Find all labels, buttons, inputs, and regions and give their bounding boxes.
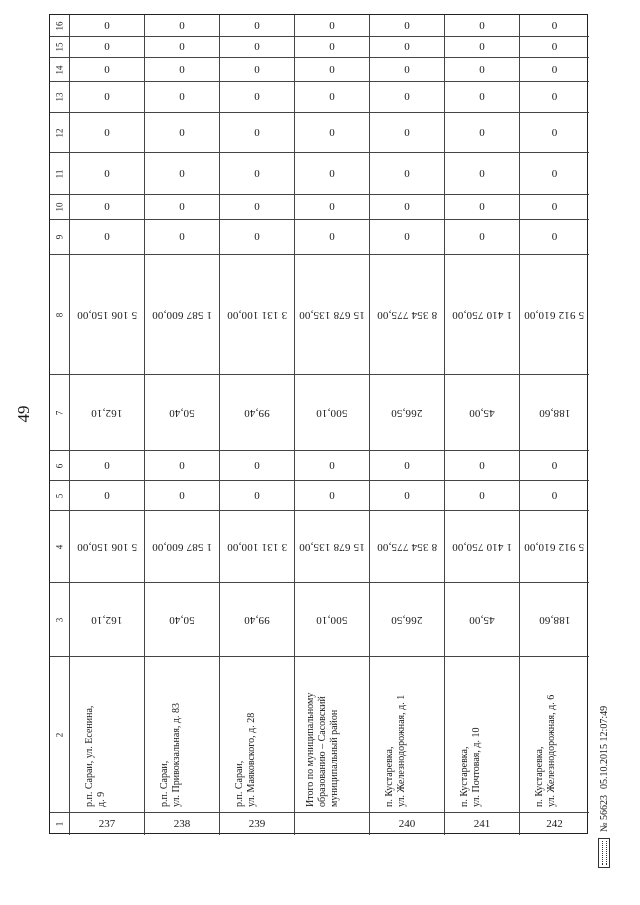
table-cell-col-7 [294,374,369,450]
table-cell-col-1 [294,812,369,835]
table-cell-col-14 [369,57,444,81]
address-line: п. Кустаревка, [459,746,470,807]
table-cell-col-9 [219,219,294,254]
table-cell-col-10 [144,194,219,219]
table-cell-col-4 [369,510,444,582]
table-cell-col-4 [219,510,294,582]
value-9: 0 [479,231,485,243]
table-cell-col-12 [219,112,294,152]
value-6: 0 [329,459,335,472]
table-cell-col-11 [294,152,369,194]
table-cell-col-14 [144,57,219,81]
address-line: п. Кустаревка, [534,746,545,807]
table-cell-col-13 [294,81,369,112]
value-15: 0 [479,41,485,53]
table-cell-col-11 [369,152,444,194]
value-6: 0 [404,459,410,472]
table-cell-col-10 [369,194,444,219]
value-13: 0 [479,91,485,103]
value-16: 0 [254,19,260,32]
document-footer [598,706,610,868]
table-cell-col-11 [519,152,589,194]
table-cell-col-3 [69,582,144,656]
table-cell-col-11 [144,152,219,194]
table-cell-col-2 [369,656,444,812]
column-header-12 [50,112,69,152]
value-14: 0 [104,63,110,76]
table-cell-col-1 [519,812,589,835]
value-4: 3 131 100,00 [226,540,288,553]
housing-table [49,14,588,834]
value-15: 0 [179,41,185,53]
table-cell-col-13 [144,81,219,112]
table-cell-col-2 [294,656,369,812]
table-cell-col-10 [519,194,589,219]
value-10: 0 [404,201,410,213]
value-4: 15 678 135,00 [299,540,365,553]
table-cell-col-10 [219,194,294,219]
table-cell-col-13 [519,81,589,112]
value-7: 266,50 [391,406,423,419]
value-14: 0 [551,63,558,76]
column-header-label: 16 [54,21,65,30]
value-5: 0 [104,489,110,502]
address-line: д. 9 [96,791,107,807]
table-cell-col-5 [69,480,144,510]
value-7: 45,00 [469,406,495,419]
value-9: 0 [179,231,185,243]
address-text [459,728,483,808]
column-header-11 [50,152,69,194]
table-cell-col-13 [369,81,444,112]
value-16: 0 [179,19,185,32]
table-cell-col-1 [219,812,294,835]
table-cell-col-3 [294,582,369,656]
column-header-4 [50,510,69,582]
value-10: 0 [329,201,335,213]
table-cell-col-6 [219,450,294,480]
value-13: 0 [329,91,335,103]
table-cell-col-4 [69,510,144,582]
column-header-7 [50,374,69,450]
address-line: п. Кустаревка, [384,746,395,807]
table-cell-col-14 [219,57,294,81]
value-6: 0 [551,459,558,472]
address-text [534,695,558,807]
value-5: 0 [551,489,558,502]
column-header-5 [50,480,69,510]
table-cell-col-12 [519,112,589,152]
value-6: 0 [179,459,185,472]
table-cell-col-15 [219,36,294,57]
column-header-10 [50,194,69,219]
value-15: 0 [104,41,110,53]
value-12: 0 [329,126,335,139]
row-number: 241 [473,818,491,830]
value-13: 0 [551,91,558,103]
table-cell-col-16 [519,15,589,36]
value-12: 0 [104,126,110,139]
value-11: 0 [551,167,558,180]
table-cell-col-9 [144,219,219,254]
barcode-stamp-icon [598,838,610,868]
table-cell-col-3 [219,582,294,656]
value-12: 0 [179,126,185,139]
value-10: 0 [104,201,110,213]
table-cell-col-5 [519,480,589,510]
table-cell-col-12 [369,112,444,152]
table-cell-col-5 [219,480,294,510]
row-number: 237 [98,818,116,830]
table-cell-col-16 [294,15,369,36]
address-text [84,706,108,807]
table-cell-col-12 [69,112,144,152]
value-5: 0 [179,489,185,502]
column-header-label: 14 [54,65,65,74]
value-3: 99,40 [244,613,270,626]
table-cell-col-2 [69,656,144,812]
column-header-16 [50,15,69,36]
row-number: 238 [173,818,191,830]
column-header-label: 10 [54,202,65,212]
address-line: ул. Маяковского, д. 28 [246,712,257,807]
row-number: 240 [398,818,416,830]
value-7: 500,10 [316,406,348,419]
table-cell-col-2 [444,656,519,812]
value-12: 0 [551,126,558,139]
value-4: 5 912 610,00 [524,540,585,553]
column-header-1 [50,812,69,835]
table-cell-col-12 [144,112,219,152]
value-8: 15 678 135,00 [299,308,365,321]
value-11: 0 [179,167,185,180]
value-15: 0 [254,41,260,53]
value-16: 0 [329,19,335,32]
value-7: 99,40 [244,406,270,419]
value-6: 0 [104,459,110,472]
table-cell-col-5 [369,480,444,510]
value-5: 0 [404,489,410,502]
table-cell-col-8 [369,254,444,374]
column-header-3 [50,582,69,656]
value-8: 8 354 775,00 [376,308,438,321]
address-text [384,695,408,807]
table-cell-col-4 [144,510,219,582]
value-12: 0 [254,126,260,139]
address-line: р.п. Сараи, [234,760,245,807]
value-7: 50,40 [169,406,195,419]
table-cell-col-11 [444,152,519,194]
value-6: 0 [254,459,260,472]
value-4: 8 354 775,00 [376,540,438,553]
column-header-label: 6 [54,463,65,468]
value-14: 0 [404,63,410,76]
value-11: 0 [104,167,110,180]
value-11: 0 [479,167,485,180]
value-7: 188,60 [538,406,571,419]
table-cell-col-16 [369,15,444,36]
value-14: 0 [179,63,185,76]
table-cell-col-9 [369,219,444,254]
column-header-label: 7 [54,410,65,415]
table-cell-col-15 [444,36,519,57]
column-header-label: 15 [54,42,65,52]
table-cell-col-5 [444,480,519,510]
value-5: 0 [254,489,260,502]
table-cell-col-2 [519,656,589,812]
value-10: 0 [551,201,558,213]
value-14: 0 [254,63,260,76]
column-header-label: 8 [54,312,65,317]
doc-number: № 56623 [598,794,610,832]
table-cell-col-3 [444,582,519,656]
column-header-8 [50,254,69,374]
value-10: 0 [479,201,485,213]
table-cell-col-8 [444,254,519,374]
table-cell-col-9 [294,219,369,254]
table-cell-col-15 [369,36,444,57]
table-cell-col-6 [144,450,219,480]
value-9: 0 [551,231,558,243]
column-header-label: 9 [54,234,65,240]
value-12: 0 [479,126,485,139]
table-cell-col-16 [219,15,294,36]
column-header-label: 3 [54,617,65,622]
table-cell-col-7 [444,374,519,450]
table-cell-col-8 [144,254,219,374]
value-9: 0 [404,231,410,243]
value-8: 1 587 600,00 [151,308,213,321]
address-line: ул. Железнодорожная, д. 6 [546,694,557,807]
table-cell-col-4 [294,510,369,582]
value-15: 0 [404,41,410,53]
value-9: 0 [329,231,335,243]
address-line: ул. Привокзальная, д. 83 [171,702,182,807]
table-cell-col-10 [294,194,369,219]
value-13: 0 [404,91,410,103]
doc-timestamp: 05.10.2015 12:07:49 [598,705,610,789]
address-line: р.п. Сараи, [159,760,170,807]
table-cell-col-16 [144,15,219,36]
table-cell-col-4 [444,510,519,582]
value-4: 5 106 150,00 [76,540,138,553]
table-cell-col-5 [294,480,369,510]
table-cell-col-14 [69,57,144,81]
value-8: 5 106 150,00 [76,308,138,321]
table-cell-col-16 [69,15,144,36]
address-text [234,713,258,807]
table-cell-col-2 [219,656,294,812]
column-header-label: 11 [54,169,65,178]
table-cell-col-14 [444,57,519,81]
value-3: 266,50 [391,613,423,626]
value-10: 0 [254,201,260,213]
value-5: 0 [479,489,485,502]
table-cell-col-6 [519,450,589,480]
value-15: 0 [551,41,558,53]
value-10: 0 [179,201,185,213]
address-line: ул. Железнодорожная, д. 1 [396,694,407,807]
value-16: 0 [104,19,110,32]
table-cell-col-15 [519,36,589,57]
table-cell-col-6 [69,450,144,480]
address-line: муниципальный район [329,709,340,807]
table-cell-col-7 [219,374,294,450]
value-12: 0 [404,126,410,139]
table-cell-col-10 [69,194,144,219]
table-cell-col-5 [144,480,219,510]
table-cell-col-14 [519,57,589,81]
value-8: 3 131 100,00 [226,308,288,321]
table-cell-col-15 [144,36,219,57]
table-cell-col-1 [69,812,144,835]
value-3: 162,10 [91,613,123,626]
table-cell-col-11 [69,152,144,194]
table-cell-col-9 [519,219,589,254]
value-4: 1 410 750,00 [451,540,513,553]
table-cell-col-7 [369,374,444,450]
table-cell-col-11 [219,152,294,194]
address-text [159,703,183,807]
table-cell-col-3 [369,582,444,656]
value-15: 0 [329,41,335,53]
table-cell-col-8 [294,254,369,374]
address-line: р.п. Сараи, ул. Есенина, [84,705,95,807]
table-cell-col-6 [444,450,519,480]
table-cell-col-15 [294,36,369,57]
table-cell-col-1 [144,812,219,835]
table-cell-col-4 [519,510,589,582]
row-number: 239 [248,818,266,830]
value-13: 0 [254,91,260,103]
table-cell-col-7 [144,374,219,450]
table-cell-col-13 [444,81,519,112]
column-header-label: 13 [54,92,65,102]
value-14: 0 [479,63,485,76]
column-header-label: 12 [54,128,65,137]
value-8: 5 912 610,00 [524,308,585,321]
column-header-label: 5 [54,493,65,498]
table-cell-col-16 [444,15,519,36]
value-9: 0 [254,231,260,243]
table-cell-col-1 [369,812,444,835]
column-header-label: 1 [54,821,65,827]
table-cell-col-9 [69,219,144,254]
table-cell-col-1 [444,812,519,835]
table-cell-col-7 [69,374,144,450]
address-line: образованию – Сасовский [317,696,328,807]
table-cell-col-2 [144,656,219,812]
value-16: 0 [404,19,410,32]
column-header-6 [50,450,69,480]
value-14: 0 [329,63,335,76]
table-cell-col-8 [519,254,589,374]
value-9: 0 [104,231,110,243]
column-header-9 [50,219,69,254]
address-line: ул. Почтовая, д. 10 [471,727,482,807]
page-number: 49 [14,405,33,423]
value-3: 188,60 [538,613,571,626]
address-text [305,693,341,807]
table-cell-col-13 [69,81,144,112]
table-cell-col-10 [444,194,519,219]
table-cell-col-12 [294,112,369,152]
table-cell-col-6 [294,450,369,480]
value-11: 0 [329,167,335,180]
row-number: 242 [546,818,563,830]
table-cell-col-3 [519,582,589,656]
value-11: 0 [254,167,260,180]
table-cell-col-8 [69,254,144,374]
value-3: 50,40 [169,613,195,626]
value-6: 0 [479,459,485,472]
table-cell-col-7 [519,374,589,450]
value-16: 0 [551,19,558,32]
value-11: 0 [404,167,410,180]
value-16: 0 [479,19,485,32]
value-8: 1 410 750,00 [451,308,513,321]
value-13: 0 [104,91,110,103]
table-cell-col-12 [444,112,519,152]
column-header-label: 2 [54,732,65,737]
value-3: 45,00 [469,613,495,626]
table-cell-col-6 [369,450,444,480]
table-cell-col-15 [69,36,144,57]
value-4: 1 587 600,00 [151,540,213,553]
column-header-14 [50,57,69,81]
table-cell-col-14 [294,57,369,81]
value-7: 162,10 [91,406,123,419]
table-cell-col-9 [444,219,519,254]
table-cell-col-13 [219,81,294,112]
table-cell-col-3 [144,582,219,656]
address-line: Итого по муниципальному [305,692,316,807]
value-13: 0 [179,91,185,103]
value-3: 500,10 [316,613,348,626]
column-header-13 [50,81,69,112]
column-header-label: 4 [54,544,65,549]
value-5: 0 [329,489,335,502]
column-header-15 [50,36,69,57]
table-cell-col-8 [219,254,294,374]
column-header-2 [50,656,69,812]
